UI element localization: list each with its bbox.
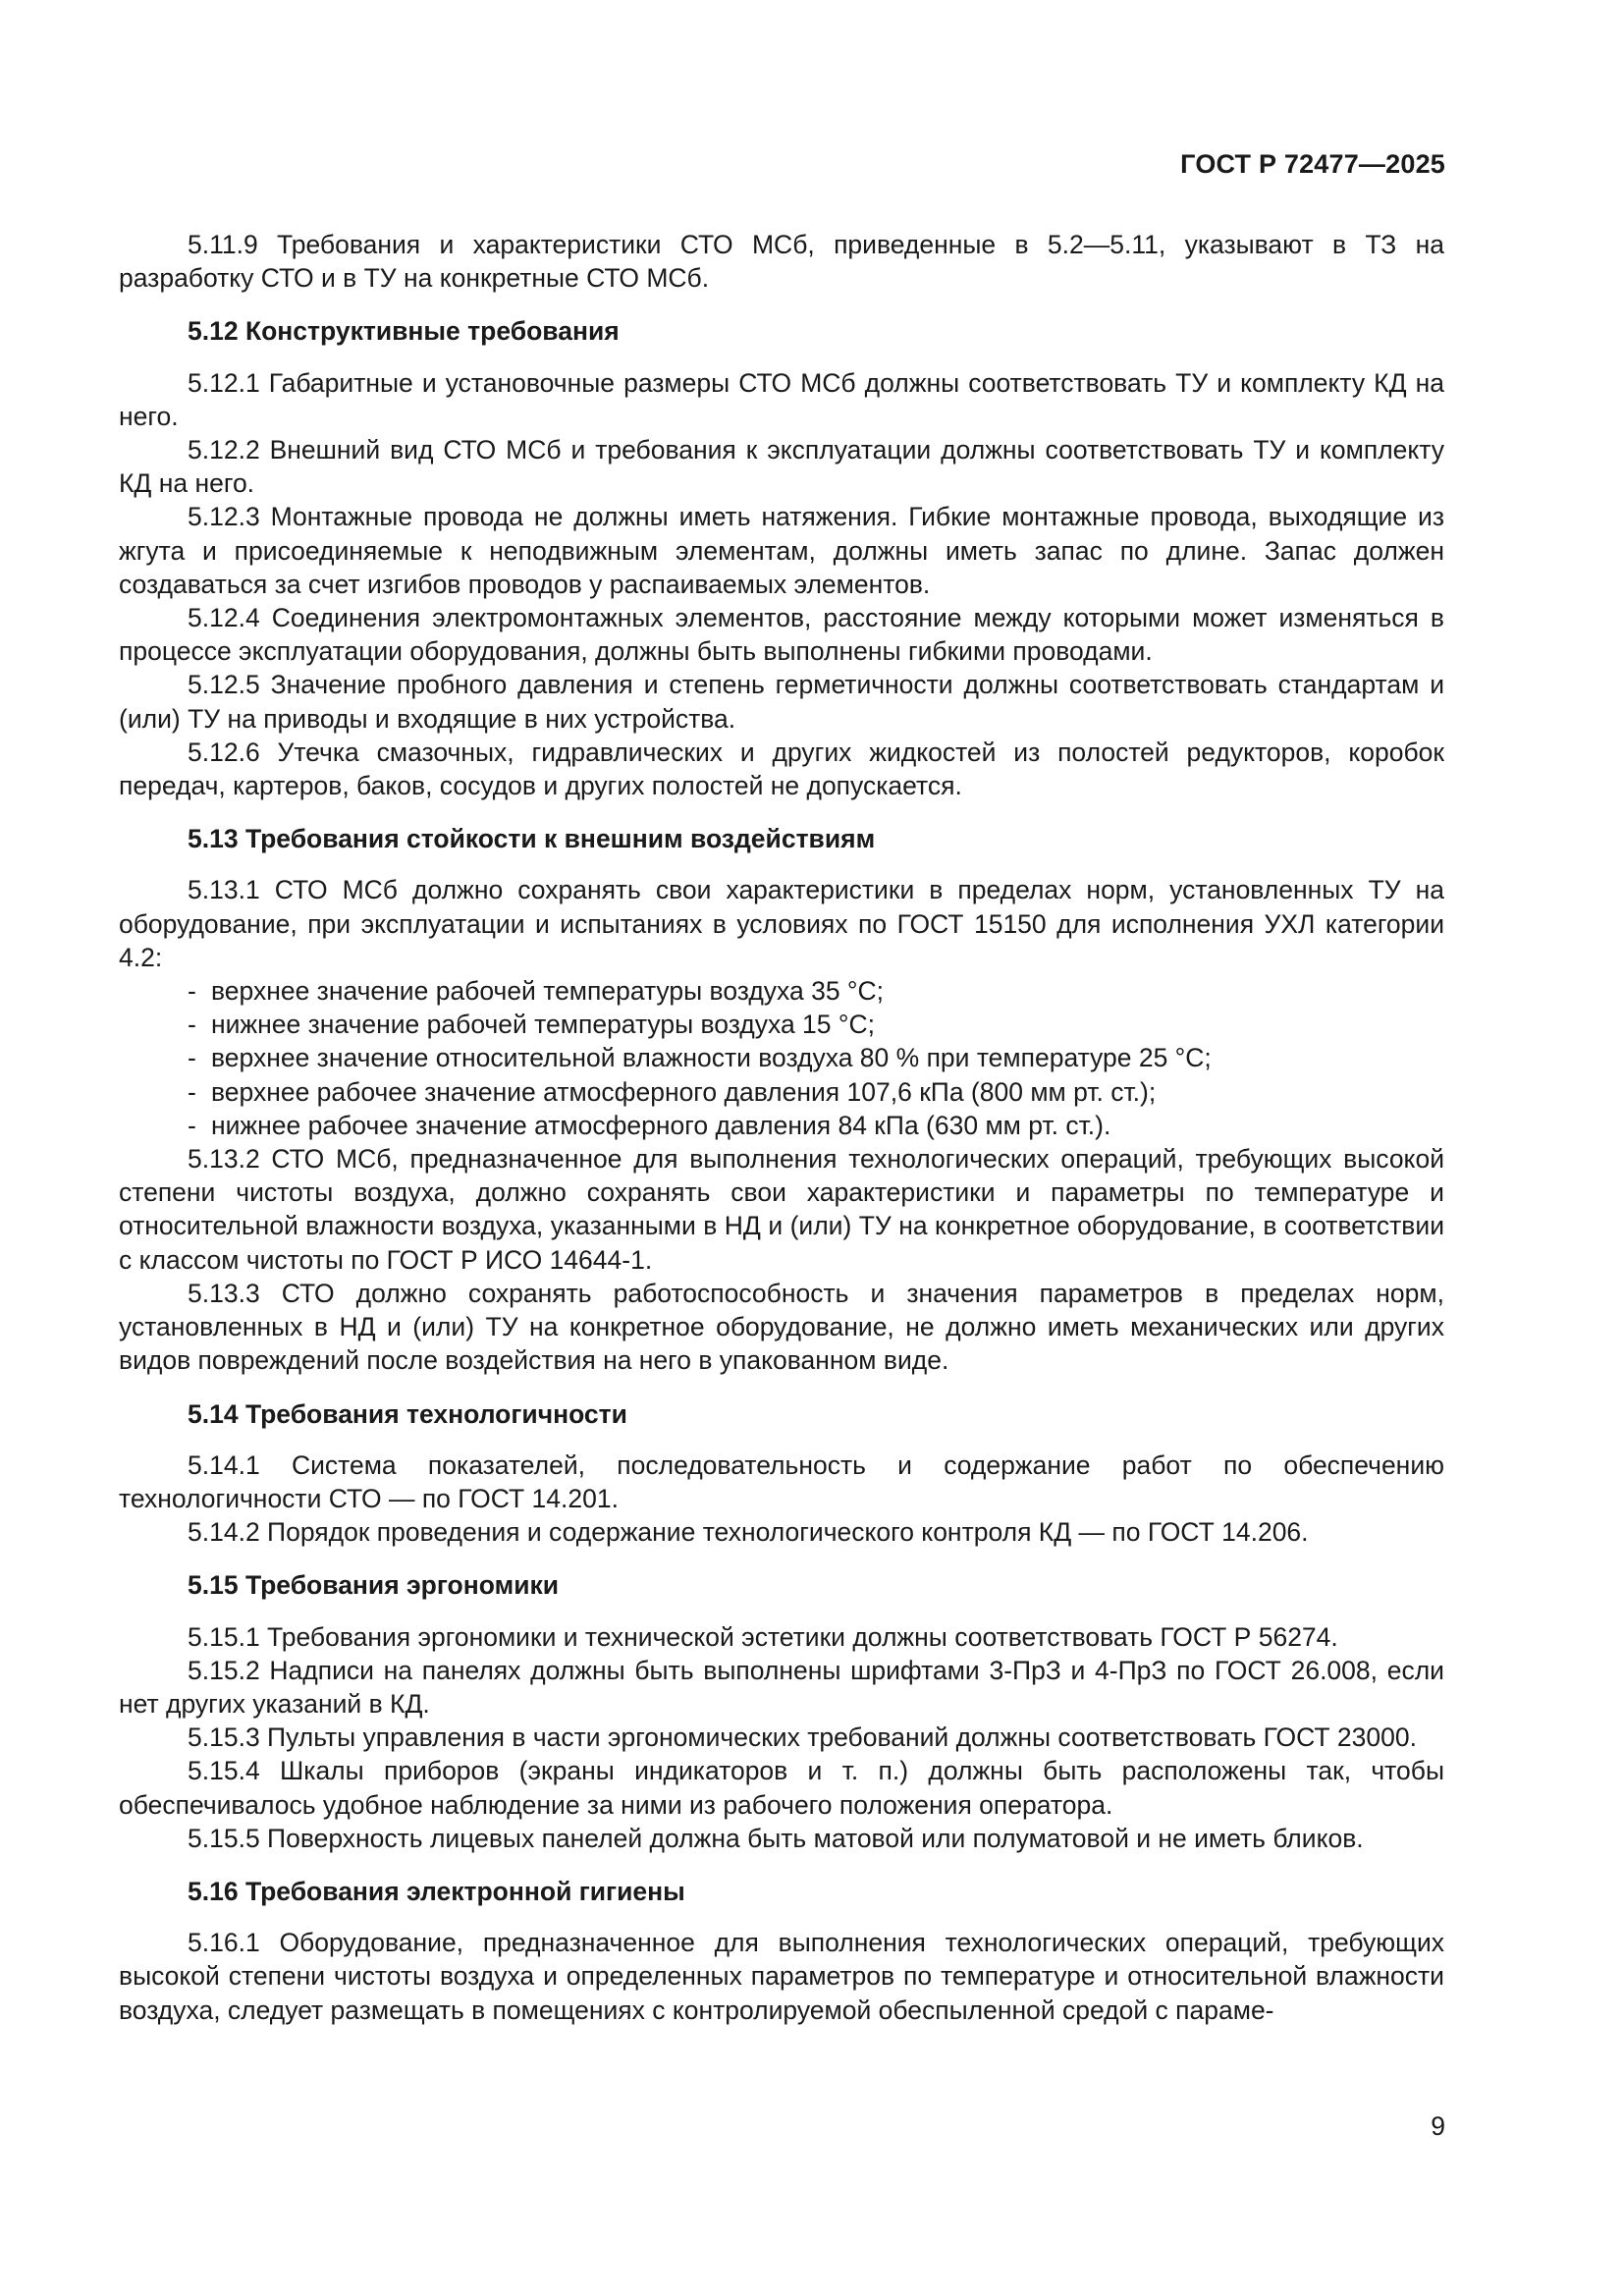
list-dash: -: [188, 1110, 196, 1140]
paragraph-5-14-2: 5.14.2 Порядок проведения и содержание технологического контроля КД — по ГОСТ 14.206.: [188, 1517, 1309, 1548]
paragraph-5-15-2: 5.15.2 Надписи на панелях должны быть выполнены шрифтами 3-ПрЗ и 4-ПрЗ по ГОСТ 26.008, если нет других указаний в КД.: [119, 1655, 1444, 1719]
paragraph-5-12-1: 5.12.1 Габаритные и установочные размеры СТО МСб должны соответствовать ТУ и комплекту КД на него.: [119, 367, 1444, 431]
section-heading-5-12: 5.12 Конструктивные требования: [188, 316, 620, 347]
list-dash: -: [188, 1076, 196, 1107]
list-item: - нижнее рабочее значение атмосферного давления 84 кПа (630 мм рт. ст.).: [188, 1109, 1444, 1142]
paragraph-5-12-2: 5.12.2 Внешний вид СТО МСб и требования к эксплуатации должны соответствовать ТУ и комплекту КД на него.: [119, 435, 1444, 499]
paragraph-5-12-6: 5.12.6 Утечка смазочных, гидравлических и других жидкостей из полостей редукторов, коробок передач, картеров, баков, сосудов и других полостей не допускается.: [119, 737, 1444, 801]
paragraph-5-16-1: 5.16.1 Оборудование, предназначенное для выполнения технологических операций, требующих высокой степени чистоты воздуха и определенных параметров по температуре и относительной влажности воздуха, следует размещать в помещениях с контролируемой обеспыленной средой с параме-: [119, 1928, 1444, 2025]
document-code-header: ГОСТ Р 72477—2025: [1180, 149, 1445, 179]
section-heading-5-15: 5.15 Требования эргономики: [188, 1570, 560, 1601]
list-dash: -: [188, 1043, 196, 1073]
paragraph-5-13-3: 5.13.3 СТО должно сохранять работоспособность и значения параметров в пределах норм, установленных в НД и (или) ТУ на конкретное оборудование, не должно иметь механических или других видов повреждений после воздействия на него в упакованном виде.: [119, 1278, 1444, 1376]
list-item: - верхнее значение относительной влажности воздуха 80 % при температуре 25 °С;: [188, 1041, 1444, 1074]
document-body: [119, 228, 1444, 2027]
paragraph-5-12-5: 5.12.5 Значение пробного давления и степень герметичности должны соответствовать стандартам и (или) ТУ на приводы и входящие в них устройства.: [119, 670, 1444, 734]
paragraph-5-13-1: 5.13.1 СТО МСб должно сохранять свои характеристики в пределах норм, установленных ТУ на оборудование, при эксплуатации и испытаниях в условиях по ГОСТ 15150 для исполнения УХЛ категории 4.2:: [119, 875, 1444, 972]
paragraph-5-12-4: 5.12.4 Соединения электромонтажных элементов, расстояние между которыми может изменяться в процессе эксплуатации оборудования, должны быть выполнены гибкими проводами.: [119, 603, 1444, 667]
list-item: - верхнее рабочее значение атмосферного давления 107,6 кПа (800 мм рт. ст.);: [188, 1075, 1444, 1109]
paragraph-5-14-1: 5.14.1 Система показателей, последовательность и содержание работ по обеспечению технологичности СТО — по ГОСТ 14.201.: [119, 1449, 1444, 1513]
list-item: - верхнее значение рабочей температуры воздуха 35 °С;: [188, 974, 1444, 1008]
paragraph-5-15-3: 5.15.3 Пульты управления в части эргономических требований должны соответствовать ГОСТ 23000.: [188, 1722, 1417, 1753]
paragraph-5-15-4: 5.15.4 Шкалы приборов (экраны индикаторов и т. п.) должны быть расположены так, чтобы обеспечивалось удобное наблюдение за ними из рабочего положения оператора.: [119, 1756, 1444, 1820]
paragraph-5-12-3: 5.12.3 Монтажные провода не должны иметь натяжения. Гибкие монтажные провода, выходящие из жгута и присоединяемые к неподвижным элементам, должны иметь запас по длине. Запас должен создаваться за счет изгибов проводов у распаиваемых элементов.: [119, 502, 1444, 599]
list-dash: -: [188, 1010, 196, 1040]
list-dash: -: [188, 976, 196, 1007]
paragraph-5-13-2: 5.13.2 СТО МСб, предназначенное для выполнения технологических операций, требующих высокой степени чистоты воздуха, должно сохранять свои характеристики и параметры по температуре и относительной влажности воздуха, указанными в НД и (или) ТУ на конкретное оборудование, в соответствии с классом чистоты по ГОСТ Р ИСО 14644-1.: [119, 1144, 1444, 1275]
paragraph-5-15-1: 5.15.1 Требования эргономики и технической эстетики должны соответствовать ГОСТ Р 56274.: [188, 1621, 1338, 1652]
list-item: - нижнее значение рабочей температуры воздуха 15 °С;: [188, 1008, 1444, 1041]
section-heading-5-13: 5.13 Требования стойкости к внешним воздействиям: [188, 824, 876, 854]
conditions-list: [119, 974, 1444, 1142]
section-heading-5-14: 5.14 Требования технологичности: [188, 1398, 627, 1429]
paragraph-5-15-5: 5.15.5 Поверхность лицевых панелей должна быть матовой или полуматовой и не иметь бликов.: [188, 1823, 1364, 1853]
section-heading-5-16: 5.16 Требования электронной гигиены: [188, 1876, 685, 1906]
paragraph-5-11-9: 5.11.9 Требования и характеристики СТО МСб, приведенные в 5.2—5.11, указывают в ТЗ на разработку СТО и в ТУ на конкретные СТО МСб.: [119, 230, 1444, 294]
page-number: 9: [1431, 2111, 1445, 2141]
